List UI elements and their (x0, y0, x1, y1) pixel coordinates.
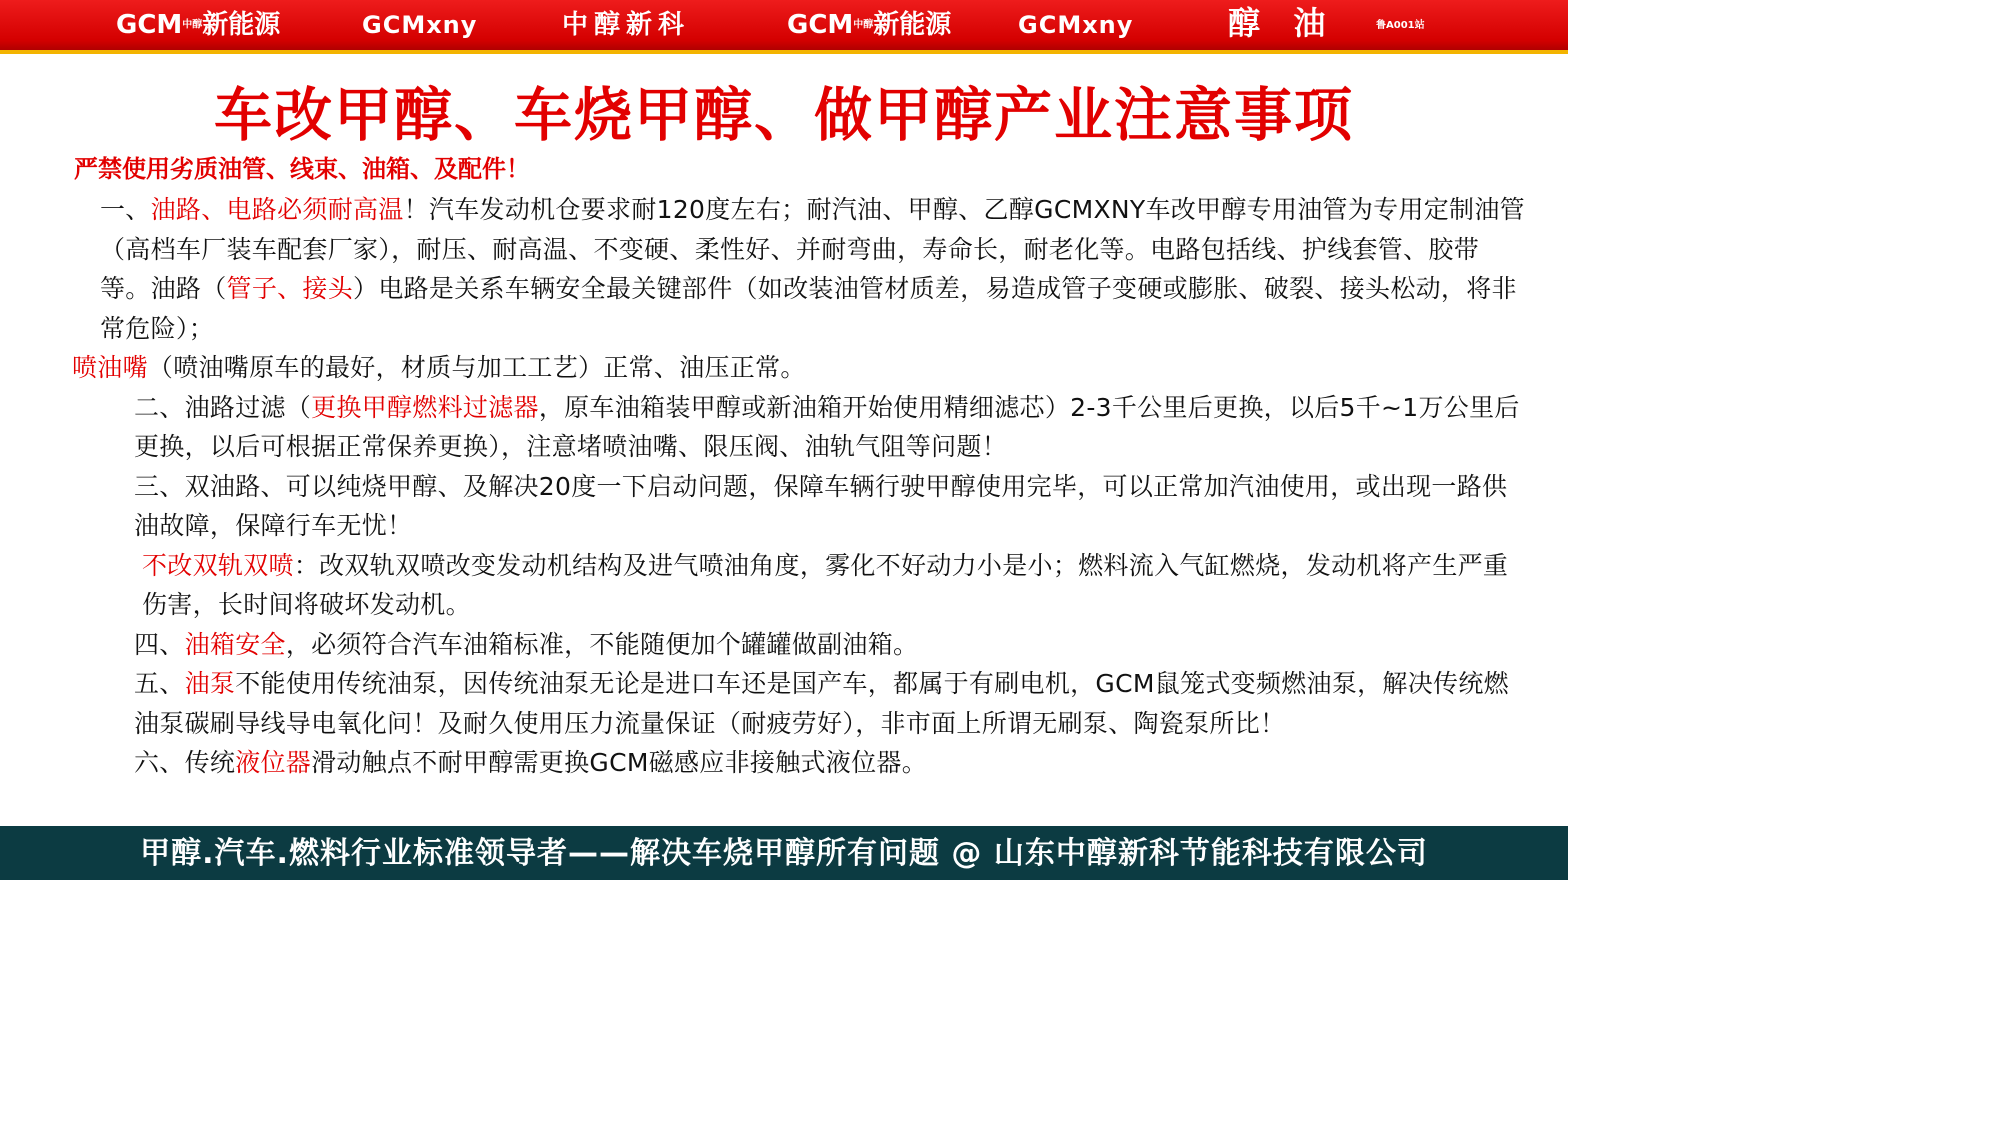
item-2-text: ，原车油箱装甲醇或新油箱开始使用精细滤芯）2-3千公里后更换，以后5千~1万公里后更换，以后可根据正常保养更换），注意堵喷油嘴、限压阀、油轨气阻等问题！ (134, 392, 1520, 461)
item-1b-highlight: 喷油嘴 (72, 353, 148, 382)
item-6-text: 滑动触点不耐甲醇需更换GCM磁感应非接触式液位器。 (311, 748, 928, 777)
item-1-text-2: ）电路是关系车辆安全最关键部件（如改装油管材质差，易造成管子变硬或膨胀、破裂、接头松动，将非常危险）； (100, 274, 1517, 343)
notice-body (72, 190, 1527, 783)
item-1-prefix: 一、 (100, 195, 151, 224)
item-3 (72, 467, 1527, 546)
brand-chunyou-logo: 醇 油 (1228, 4, 1326, 42)
item-2-prefix: 二、油路过滤（ (134, 392, 312, 422)
item-3b-highlight: 不改双轨双喷 (142, 550, 294, 580)
warning-subhead: 严禁使用劣质油管、线束、油箱、及配件！ (74, 155, 530, 183)
item-1-highlight-2: 管子、接头 (226, 274, 354, 303)
station-label: 鲁A001站 (1376, 20, 1425, 31)
item-5-prefix: 五、 (134, 669, 185, 698)
brand-gcm-logo-1: GCM中醇新能源 (116, 10, 281, 40)
item-3-text: 三、双油路、可以纯烧甲醇、及解决20度一下启动问题，保障车辆行驶甲醇使用完毕，可以正常加汽油使用，或出现一路供油故障，保障行车无忧！ (134, 471, 1508, 540)
item-4 (72, 625, 1527, 665)
brand-gcmxny-logo-2: GCMxny (1018, 11, 1134, 39)
item-5 (72, 664, 1527, 743)
item-4-highlight: 油箱安全 (184, 629, 286, 659)
item-2-highlight: 更换甲醇燃料过滤器 (311, 392, 539, 422)
brand-gcmxny-logo-1: GCMxny (362, 11, 478, 39)
item-2 (72, 388, 1527, 467)
item-1-highlight: 油路、电路必须耐高温 (150, 195, 404, 224)
item-1-text: ！汽车发动机仓要求耐120度左右；耐汽油、甲醇、乙醇GCMXNY车改甲醇专用油管为专用定制油管（高档车厂装车配套厂家），耐压、耐高温、不变硬、柔性好、并耐弯曲，寿命长，耐老化等。电路包括线、护线套管、胶带等。油路（ (100, 195, 1525, 303)
item-4-prefix: 四、 (134, 629, 185, 659)
item-5-highlight: 油泵 (184, 669, 236, 698)
item-1 (72, 190, 1527, 348)
item-3b-text: ：改双轨双喷改变发动机结构及进气喷油角度，雾化不好动力小是小；燃料流入气缸燃烧，发动机将产生严重伤害，长时间将破坏发动机。 (142, 550, 1509, 619)
brand-zhongchun-logo: 中醇新科 (562, 10, 691, 40)
item-6-prefix: 六、传统 (134, 748, 236, 777)
item-1b (72, 348, 1527, 388)
item-6 (72, 743, 1527, 783)
item-1b-text: （喷油嘴原车的最好，材质与加工工艺）正常、油压正常。 (147, 353, 806, 382)
item-6-highlight: 液位器 (235, 748, 312, 777)
brand-gcm-logo-2: GCM中醇新能源 (787, 10, 952, 40)
header-stripe (0, 50, 1568, 54)
footer-slogan: 甲醇.汽车.燃料行业标准领导者——解决车烧甲醇所有问题 @ 山东中醇新科节能科技有限公司 (140, 836, 1428, 871)
item-5-text: 不能使用传统油泵，因传统油泵无论是进口车还是国产车，都属于有刷电机，GCM鼠笼式变频燃油泵，解决传统燃油泵碳刷导线导电氧化问！及耐久使用压力流量保证（耐疲劳好），非市面上所谓无刷泵、陶瓷泵所比！ (134, 669, 1509, 738)
item-3b (72, 546, 1527, 625)
page-title: 车改甲醇、车烧甲醇、做甲醇产业注意事项 (213, 81, 1354, 149)
item-4-text: ，必须符合汽车油箱标准，不能随便加个罐罐做副油箱。 (285, 629, 919, 659)
